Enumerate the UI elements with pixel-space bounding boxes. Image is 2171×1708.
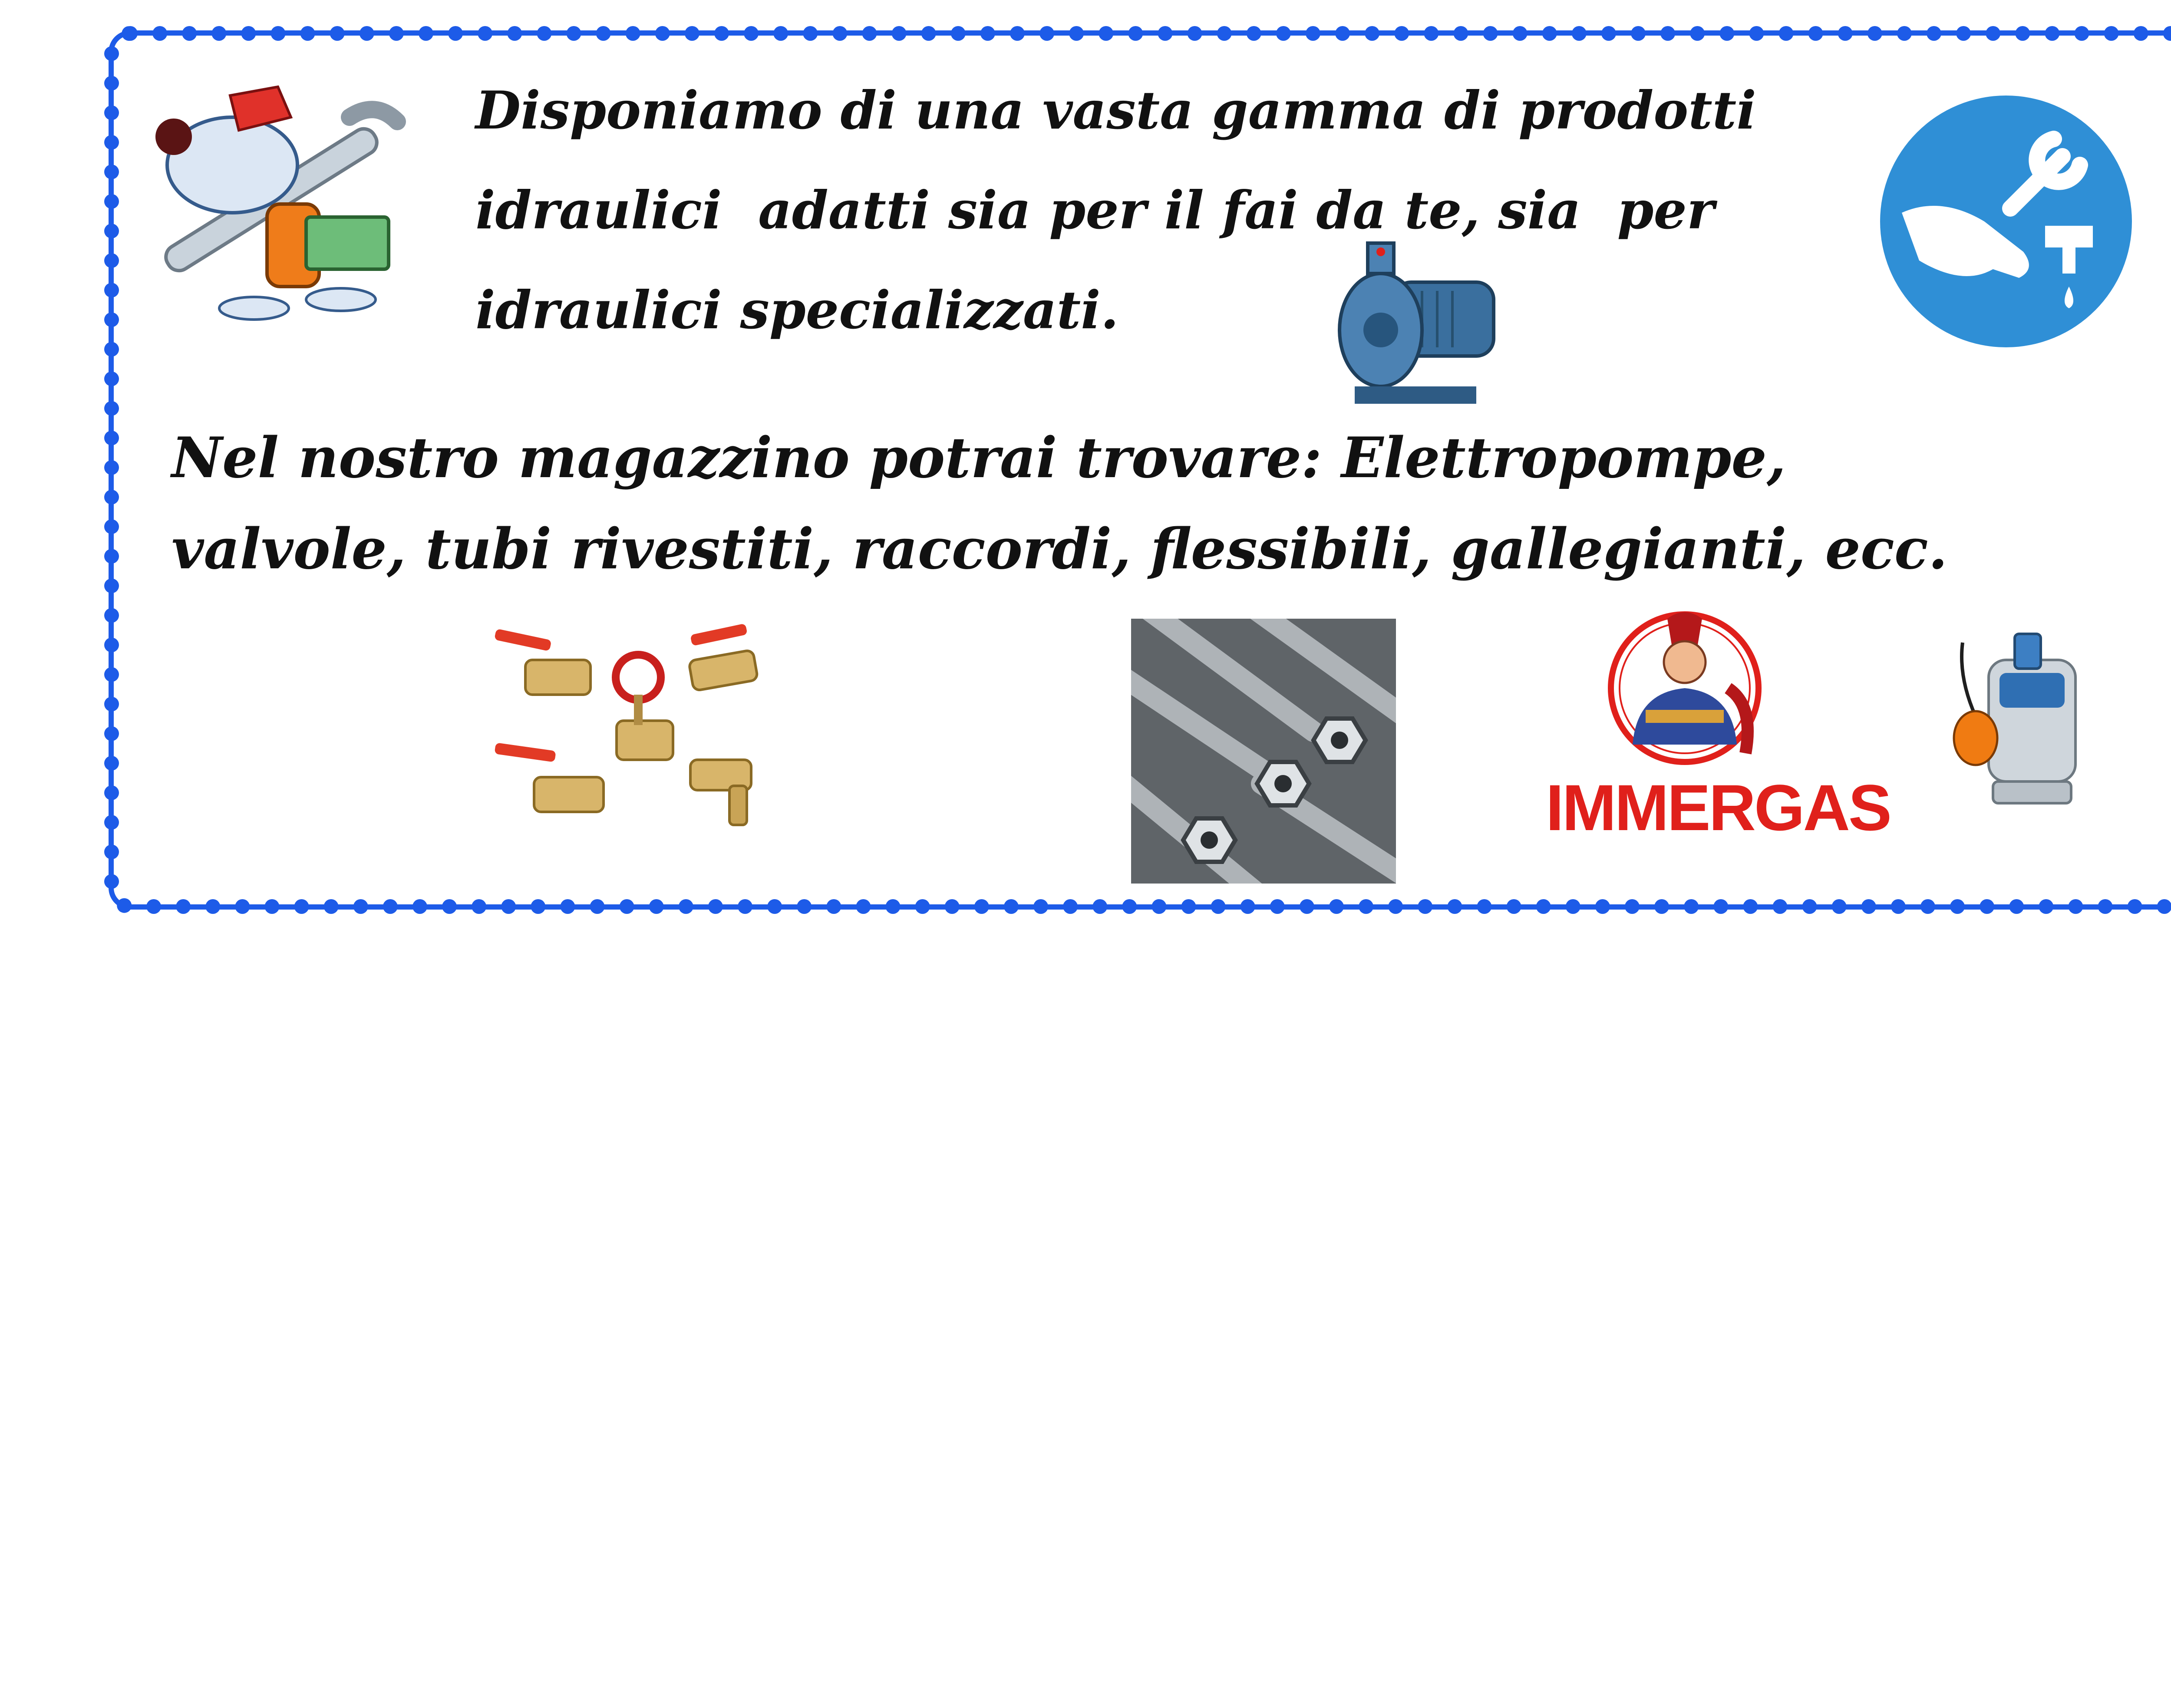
immergas-logo bbox=[1546, 601, 1890, 844]
brass-valves-icon bbox=[486, 621, 782, 834]
plumber-cartoon-icon bbox=[124, 74, 449, 330]
submersible-pump-icon bbox=[1945, 625, 2089, 816]
intro-paragraph bbox=[475, 61, 1756, 360]
valve-shape bbox=[690, 760, 751, 825]
immergas-logo-icon bbox=[1546, 601, 1824, 775]
toolbox-shape bbox=[306, 217, 389, 269]
foot-shape bbox=[219, 297, 289, 320]
intro-line-2: idraulici adatti sia per il fai da te, sia per bbox=[475, 180, 1715, 241]
stock-paragraph bbox=[172, 412, 1947, 595]
valve-shape bbox=[494, 629, 591, 695]
stock-line-2: valvole, tubi rivestiti, raccordi, flessibili, gallegianti, ecc. bbox=[172, 517, 1948, 582]
braided-hoses-icon bbox=[1131, 619, 1396, 884]
stock-line-1: Nel nostro magazzino potrai trovare: Elettropompe, bbox=[172, 425, 1786, 491]
red-cap-shape bbox=[230, 87, 291, 130]
intro-line-3: idraulici specializzati. bbox=[475, 280, 1119, 341]
valve-shape bbox=[494, 742, 604, 812]
foot-shape bbox=[306, 288, 376, 311]
valve-shape bbox=[689, 623, 758, 691]
intro-line-1: Disponiamo di una vasta gamma di prodotti bbox=[475, 80, 1756, 141]
electric-pump-icon bbox=[1329, 234, 1507, 412]
immergas-wordmark: IMMERGAS bbox=[1546, 771, 1890, 844]
dog-nose-shape bbox=[155, 119, 192, 155]
plumbing-service-icon bbox=[1880, 96, 2132, 347]
valve-shape bbox=[616, 655, 673, 760]
